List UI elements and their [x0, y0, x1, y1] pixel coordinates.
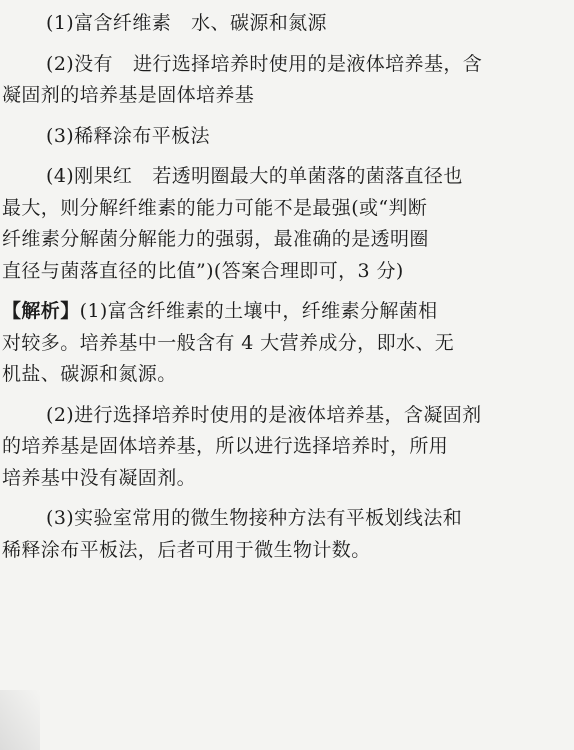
- answer-1-line: [46, 8, 552, 40]
- answer-2-line-2: [2, 80, 552, 112]
- answer-3-text: 稀释涂布平板法: [74, 124, 210, 147]
- analysis-p1-text-3: 机盐、碳源和氮源。: [2, 363, 177, 385]
- analysis-p3-text-1: (3)实验室常用的微生物接种方法有平板划线法和: [46, 507, 463, 529]
- answer-2-number: (2): [46, 52, 75, 75]
- analysis-p2-line-2: [2, 431, 552, 463]
- analysis-p2-text-3: 培养基中没有凝固剂。: [2, 466, 197, 489]
- answer-3-line: [46, 121, 552, 153]
- answer-4-text-3: 纤维素分解菌分解能力的强弱，最准确的是透明圈: [2, 228, 429, 250]
- paragraph-gap: [46, 391, 552, 400]
- paragraph-gap: [46, 287, 552, 296]
- answer-2-part-a: 没有: [74, 52, 113, 75]
- answer-1-part-a: 富含纤维素: [74, 12, 172, 34]
- analysis-p1-line-3: [2, 359, 552, 391]
- answer-4-line-4: [2, 256, 552, 288]
- answer-4-text-1: 若透明圈最大的单菌落的菌落直径也: [152, 165, 463, 187]
- analysis-close-bracket: 】: [60, 300, 80, 322]
- answer-4-part-a: 刚果红: [74, 165, 133, 187]
- analysis-p1-line-2: [2, 328, 552, 360]
- analysis-p2-text-2: 的培养基是固体培养基，所以进行选择培养时，所用: [2, 435, 449, 457]
- analysis-p2-text-1: (2)进行选择培养时使用的是液体培养基，含凝固剂: [46, 403, 482, 426]
- paragraph-gap: [46, 152, 552, 161]
- answer-1-number: (1): [46, 12, 75, 34]
- answer-4-line-3: [2, 224, 552, 256]
- analysis-p1-text-2: 对较多。培养基中一般含有 4 大营养成分，即水、无: [2, 331, 455, 354]
- analysis-p1-line-1: [2, 296, 552, 328]
- analysis-p3-line-2: [2, 535, 552, 567]
- answer-1-part-b: 水、碳源和氮源: [191, 12, 327, 34]
- analysis-label: 解析: [21, 300, 61, 322]
- answer-4-line-1: [46, 161, 552, 193]
- analysis-p2-line-3: [2, 463, 552, 495]
- analysis-p1-text-1: (1)富含纤维素的土壤中，纤维素分解菌相: [79, 300, 438, 322]
- analysis-p3-text-2: 稀释涂布平板法，后者可用于微生物计数。: [2, 538, 371, 561]
- paragraph-gap: [46, 40, 552, 49]
- analysis-open-bracket: 【: [2, 300, 22, 322]
- answer-4-text-4: 直径与菌落直径的比值”)(答案合理即可，3 分): [2, 259, 404, 282]
- analysis-p3-line-1: [46, 503, 552, 535]
- answer-4-text-2: 最大，则分解纤维素的能力可能不是最强(或“判断: [2, 196, 428, 219]
- scan-edge-shadow: [0, 690, 40, 750]
- answer-2-line-1: [46, 49, 552, 81]
- answer-3-number: (3): [46, 124, 75, 147]
- answer-4-line-2: [2, 193, 552, 225]
- analysis-p2-line-1: [46, 400, 552, 432]
- answer-2-text-1: 进行选择培养时使用的是液体培养基，含: [132, 52, 483, 75]
- answer-2-text-2: 凝固剂的培养基是固体培养基: [2, 84, 255, 106]
- paragraph-gap: [46, 494, 552, 503]
- paragraph-gap: [46, 112, 552, 121]
- answer-4-number: (4): [46, 165, 75, 187]
